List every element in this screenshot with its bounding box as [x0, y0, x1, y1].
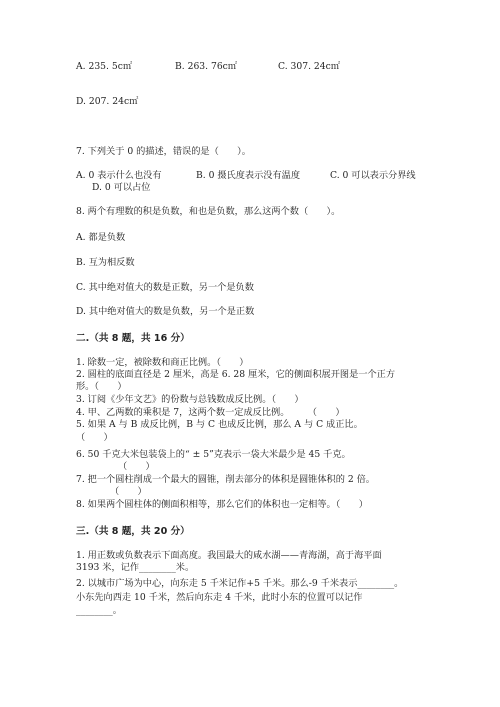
q7-option-a: A. 0 表示什么也没有: [76, 170, 162, 181]
q8-option-d: D. 其中绝对值大的数是负数，另一个是正数: [76, 306, 255, 317]
q7-option-b: B. 0 摄氏度表示没有温度: [196, 170, 301, 181]
section2-line: 6. 50 千克大米包装袋上的“ ± 5”克表示一袋大米最少是 45 千克。: [76, 449, 351, 460]
section2-line: 7. 把一个圆柱削成一个最大的圆锥，削去部分的体积是圆锥体积的 2 倍。: [76, 474, 375, 485]
section2-line: 4. 甲、乙两数的乘积是 7，这两个数一定成反比例。 （ ）: [76, 407, 345, 418]
section3-header: 三.（共 8 题，共 20 分）: [76, 526, 190, 537]
section3-line: 1. 用正数或负数表示下面高度。我国最大的咸水湖——青海湖，高于海平面: [76, 550, 382, 561]
q8-option-b: B. 互为相反数: [76, 257, 135, 268]
section2-line: （ ）: [118, 461, 155, 472]
q6-option-d: D. 207. 24c㎡: [76, 96, 139, 107]
section3-line: 2. 以城市广场为中心，向东走 5 千米记作+5 千米。那么-9 千米表示________。: [76, 578, 404, 589]
section2-line: 1. 除数一定，被除数和商正比例。（ ）: [76, 357, 249, 368]
section3-line: ________。: [76, 605, 122, 616]
q6-option-c: C. 307. 24c㎡: [278, 61, 340, 72]
q8-option-a: A. 都是负数: [76, 232, 126, 243]
q8-stem: 8. 两个有理数的积是负数，和也是负数，那么这两个数（ ）。: [76, 206, 341, 217]
section2-line: 3. 订阅《少年文艺》的份数与总钱数成反比例。（ ）: [76, 394, 304, 405]
q7-option-c: C. 0 可以表示分界线: [330, 170, 416, 181]
section3-line: 小东先向西走 10 千米，然后向东走 4 千米，此时小东的位置可以记作: [76, 592, 363, 603]
q7-option-d: D. 0 可以占位: [92, 182, 151, 193]
section3-line: 3193 米，记作________米。: [76, 562, 195, 573]
section2-line: 2. 圆柱的底面直径是 2 厘米，高是 6. 28 厘米，它的侧面积展开图是一个正方: [76, 369, 396, 380]
section2-line: 形。（ ）: [76, 381, 127, 392]
q6-option-a: A. 235. 5c㎡: [76, 61, 133, 72]
q8-option-c: C. 其中绝对值大的数是正数，另一个是负数: [76, 282, 254, 293]
section2-header: 二.（共 8 题，共 16 分）: [76, 333, 190, 344]
section2-line: （ ）: [76, 432, 113, 443]
section2-line: （ ）: [110, 486, 147, 497]
q7-stem: 7. 下列关于 0 的描述，错误的是（ ）。: [76, 146, 251, 157]
section2-line: 8. 如果两个圆柱体的侧面积相等，那么它们的体积也一定相等。（ ）: [76, 499, 368, 510]
q6-option-b: B. 263. 76c㎡: [175, 61, 237, 72]
section2-line: 5. 如果 A 与 B 成反比例，B 与 C 也成反比例，那么 A 与 C 成正比。: [76, 419, 363, 430]
